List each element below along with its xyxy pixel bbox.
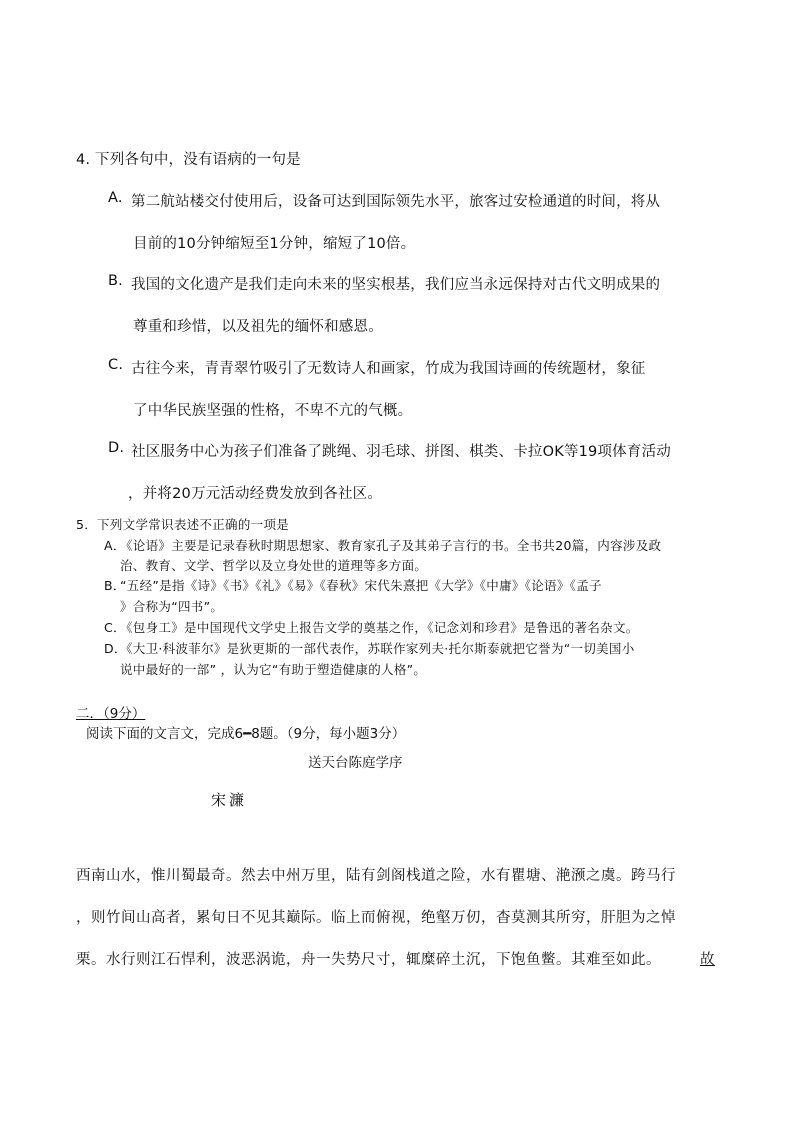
- q4-option-d-line2: ，并将20万元活动经费发放到各社区。: [128, 486, 383, 502]
- q4-option-b-line2: 尊重和珍惜，以及祖先的缅怀和感恩。: [133, 319, 383, 335]
- q4-option-b-line1: 我国的文化遗产是我们走向未来的坚实根基，我们应当永远保持对古代文明成果的: [131, 277, 661, 293]
- passage-line-2: ，则竹间山高者，累旬日不见其巅际。临上而俯视，绝壑万仞，杳莫测其所穷，肝胆为之悼: [76, 910, 676, 926]
- q4-option-d-letter: D.: [108, 440, 125, 456]
- q5-option-d-line1: 《大卫·科波菲尔》是狄更斯的一部代表作，苏联作家列夫·托尔斯泰就把它誉为“一切美国小: [120, 641, 635, 656]
- q5-option-c-line1: 《包身工》是中国现代文学史上报告文学的奠基之作，《记念刘和珍君》是鲁迅的著名杂文。: [120, 620, 639, 635]
- question-5-stem: 5．下列文学常识表述不正确的一项是: [76, 517, 290, 532]
- q4-option-c-line1: 古往今来，青青翠竹吸引了无数诗人和画家，竹成为我国诗画的传统题材，象征: [131, 361, 646, 377]
- q5-option-a-line2: 治、教育、文学、哲学以及立身处世的道理等多方面。: [120, 558, 428, 573]
- passage-author: 宋濂: [211, 791, 248, 809]
- section-2-instruction: 阅读下面的文言文，完成6━8题。（9分，每小题3分）: [86, 726, 406, 742]
- passage-line-3-underlined-char: 故: [700, 952, 715, 968]
- q5-option-c-letter: C．: [104, 620, 126, 635]
- passage-line-3: 栗。水行则江石悍利，波恶涡诡，舟一失势尺寸，辄糜碎土沉，下饱鱼鳖。其难至如此。: [76, 952, 661, 968]
- question-4-stem: 4. 下列各句中，没有语病的一句是: [76, 152, 301, 168]
- q5-option-d-letter: D．: [104, 641, 127, 656]
- q4-option-c-line2: 了中华民族坚强的性格，不卑不亢的气概。: [133, 403, 413, 419]
- q4-option-a-line2: 目前的10分钟缩短至1分钟，缩短了10倍。: [133, 236, 416, 252]
- passage-title: 送天台陈庭学序: [308, 755, 403, 771]
- q5-option-b-line2: 》合称为“四书”。: [120, 599, 224, 614]
- q4-option-d-line1: 社区服务中心为孩子们准备了跳绳、羽毛球、拼图、棋类、卡拉OK等19项体育活动: [131, 444, 671, 460]
- q4-option-b-letter: B.: [108, 273, 123, 289]
- passage-line-1: 西南山水，惟川蜀最奇。然去中州万里，陆有剑阁栈道之险，水有瞿塘、滟滪之虞。跨马行: [76, 868, 676, 884]
- q5-option-a-line1: 《论语》主要是记录春秋时期思想家、教育家孔子及其弟子言行的书。全书共20篇，内容涉及政: [120, 538, 662, 553]
- section-2-heading: 二．（9分）: [76, 706, 146, 722]
- q5-option-a-letter: A．: [104, 538, 126, 553]
- q5-option-b-letter: B．: [104, 578, 126, 593]
- q4-option-a-line1: 第二航站楼交付使用后，设备可达到国际领先水平，旅客过安检通道的时间，将从: [131, 194, 661, 210]
- q5-option-b-line1: “五经”是指《诗》《书》《礼》《易》《春秋》宋代朱熹把《大学》《中庸》《论语》《孟子: [120, 578, 602, 593]
- q5-option-d-line2: 说中最好的一部” ，认为它“有助于塑造健康的人格”。: [120, 662, 427, 677]
- q4-option-c-letter: C.: [108, 357, 124, 373]
- q4-option-a-letter: A.: [108, 190, 123, 206]
